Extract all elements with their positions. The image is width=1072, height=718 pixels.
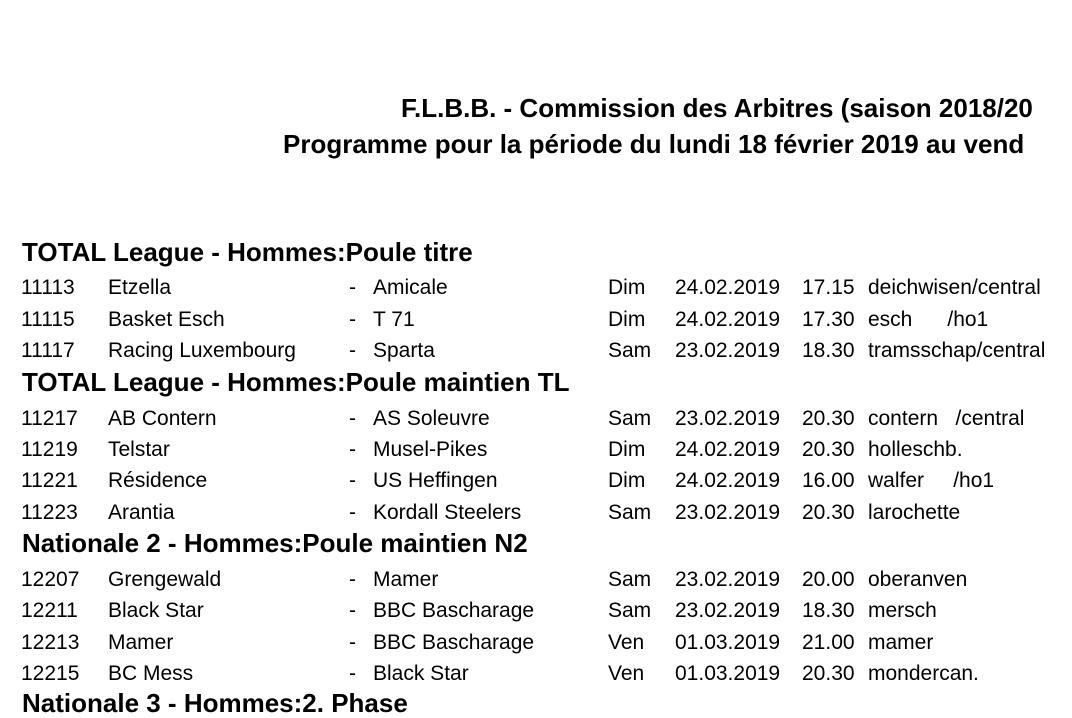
- section-title: TOTAL League - Hommes:Poule maintien TL: [22, 367, 570, 397]
- vs-separator: -: [349, 407, 356, 430]
- game-date: 01.03.2019: [675, 631, 781, 654]
- game-time: 16.00: [802, 469, 855, 492]
- game-day: Ven: [608, 662, 645, 685]
- away-team: Sparta: [373, 339, 435, 362]
- home-team: BC Mess: [108, 662, 194, 685]
- game-date: 23.02.2019: [675, 407, 781, 430]
- game-id: 12207: [21, 568, 80, 591]
- vs-separator: -: [349, 631, 356, 654]
- game-venue: larochette: [868, 501, 961, 524]
- vs-separator: -: [349, 662, 356, 685]
- game-row: [0, 277, 1072, 299]
- away-team: US Heffingen: [373, 469, 498, 492]
- vs-separator: -: [349, 599, 356, 622]
- home-team: Résidence: [108, 469, 208, 492]
- game-day: Sam: [608, 501, 652, 524]
- away-team: T 71: [373, 308, 415, 331]
- section-title: Nationale 2 - Hommes:Poule maintien N2: [22, 528, 528, 558]
- game-date: 23.02.2019: [675, 501, 781, 524]
- home-team: Grengewald: [108, 568, 222, 591]
- home-team: AB Contern: [108, 407, 217, 430]
- game-venue: oberanven: [868, 568, 968, 591]
- home-team: Arantia: [108, 501, 175, 524]
- game-row: [0, 340, 1072, 362]
- game-day: Dim: [608, 469, 646, 492]
- game-day: Sam: [608, 339, 652, 362]
- game-row: [0, 439, 1072, 461]
- game-date: 01.03.2019: [675, 662, 781, 685]
- home-team: Basket Esch: [108, 308, 225, 331]
- game-time: 20.30: [802, 438, 855, 461]
- game-row: [0, 569, 1072, 591]
- document-title: F.L.B.B. - Commission des Arbitres (saison 2018/20: [401, 93, 1033, 123]
- game-venue: mamer: [868, 631, 934, 654]
- game-row: [0, 309, 1072, 331]
- game-date: 24.02.2019: [675, 308, 781, 331]
- game-day: Dim: [608, 308, 646, 331]
- game-row: [0, 600, 1072, 622]
- game-day: Dim: [608, 276, 646, 299]
- game-time: 17.15: [802, 276, 855, 299]
- game-id: 11113: [21, 276, 75, 299]
- vs-separator: -: [349, 339, 356, 362]
- period-subtitle: Programme pour la période du lundi 18 février 2019 au vend: [283, 129, 1025, 159]
- vs-separator: -: [349, 308, 356, 331]
- game-day: Dim: [608, 438, 646, 461]
- game-id: 11115: [21, 308, 75, 331]
- vs-separator: -: [349, 469, 356, 492]
- game-id: 11219: [21, 438, 78, 461]
- vs-separator: -: [349, 568, 356, 591]
- home-team: Mamer: [108, 631, 174, 654]
- game-venue: deichwisen/central: [868, 276, 1041, 299]
- away-team: AS Soleuvre: [373, 407, 490, 430]
- game-time: 20.30: [802, 662, 855, 685]
- game-id: 12215: [21, 662, 80, 685]
- game-day: Sam: [608, 568, 652, 591]
- game-row: [0, 663, 1072, 685]
- game-id: 12213: [21, 631, 80, 654]
- home-team: Black Star: [108, 599, 204, 622]
- away-team: Black Star: [373, 662, 469, 685]
- home-team: Etzella: [108, 276, 172, 299]
- game-venue: esch /ho1: [868, 308, 989, 331]
- away-team: BBC Bascharage: [373, 599, 535, 622]
- away-team: Amicale: [373, 276, 448, 299]
- game-time: 17.30: [802, 308, 855, 331]
- game-time: 20.00: [802, 568, 855, 591]
- game-date: 24.02.2019: [675, 276, 781, 299]
- away-team: Mamer: [373, 568, 439, 591]
- game-day: Sam: [608, 599, 652, 622]
- game-id: 11217: [21, 407, 78, 430]
- game-venue: tramsschap/central: [868, 339, 1046, 362]
- game-date: 23.02.2019: [675, 568, 781, 591]
- game-venue: mondercan.: [868, 662, 979, 685]
- game-time: 21.00: [802, 631, 855, 654]
- away-team: Musel-Pikes: [373, 438, 488, 461]
- section-title: Nationale 3 - Hommes:2. Phase: [22, 688, 408, 718]
- game-row: [0, 470, 1072, 492]
- game-id: 11221: [21, 469, 78, 492]
- game-venue: contern /central: [868, 407, 1025, 430]
- away-team: Kordall Steelers: [373, 501, 522, 524]
- game-venue: mersch: [868, 599, 937, 622]
- game-row: [0, 502, 1072, 524]
- game-row: [0, 408, 1072, 430]
- game-id: 12211: [21, 599, 78, 622]
- home-team: Telstar: [108, 438, 170, 461]
- away-team: BBC Bascharage: [373, 631, 535, 654]
- game-time: 18.30: [802, 339, 855, 362]
- game-date: 23.02.2019: [675, 599, 781, 622]
- game-date: 24.02.2019: [675, 438, 781, 461]
- game-date: 23.02.2019: [675, 339, 781, 362]
- game-venue: holleschb.: [868, 438, 963, 461]
- vs-separator: -: [349, 438, 356, 461]
- game-time: 20.30: [802, 501, 855, 524]
- game-id: 11117: [21, 339, 75, 362]
- game-time: 18.30: [802, 599, 855, 622]
- game-day: Sam: [608, 407, 652, 430]
- game-id: 11223: [21, 501, 78, 524]
- game-date: 24.02.2019: [675, 469, 781, 492]
- home-team: Racing Luxembourg: [108, 339, 296, 362]
- game-day: Ven: [608, 631, 645, 654]
- section-title: TOTAL League - Hommes:Poule titre: [22, 237, 473, 267]
- game-venue: walfer /ho1: [868, 469, 995, 492]
- vs-separator: -: [349, 276, 356, 299]
- game-row: [0, 632, 1072, 654]
- vs-separator: -: [349, 501, 356, 524]
- game-time: 20.30: [802, 407, 855, 430]
